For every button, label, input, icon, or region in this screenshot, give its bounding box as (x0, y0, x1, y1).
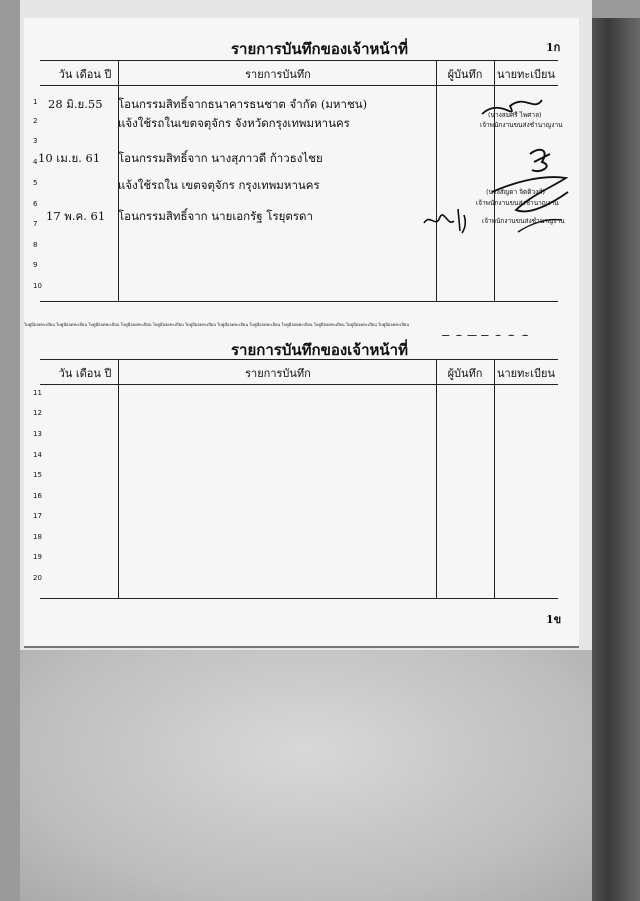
entry-text: แจ้งใช้รถในเขตจตุจักร จังหวัดกรุงเทพมหานคร (118, 116, 350, 130)
page-number-top: 1ก (546, 41, 561, 54)
official-stamp-name: (นางสมศรี ไพศาล) (488, 111, 542, 119)
row-number: 16 (33, 492, 42, 500)
official-stamp-title: เจ้าพนักงานขนส่งชำนาญงาน (476, 199, 559, 207)
row-number: 7 (33, 220, 38, 228)
row-number: 20 (33, 574, 42, 582)
row-number: 9 (33, 261, 38, 269)
row-number: 1 (33, 98, 38, 106)
row-number: 6 (33, 200, 38, 208)
row-number: 12 (33, 409, 42, 417)
row-number: 10 (33, 282, 42, 290)
header-registrar: นายทะเบียน (496, 68, 555, 81)
official-stamp-title: เจ้าพนักงานขนส่งชำนาญงาน (482, 217, 565, 225)
official-stamp-name: (นางสัญดา จิตติวงศ์) (486, 188, 545, 196)
perforation-strip: ใบคู่มือจดทะเบียน ใบคู่มือจดทะเบียน ใบคู่มือจดทะเบียน ใบคู่มือจดทะเบียน ใบคู่มือจดทะเบียน ใบคู่มือจดทะเบียน ใบคู่มือจดทะเบียน ใบคู่มือจดทะเบียน ใบคู่มือจดทะเบียน ใบคู่มือจดทะเบียน ใบคู่มือจดทะเบียน ใบคู่มือจดทะเบียน (24, 322, 410, 327)
entry-date: 10 เม.ย. 61 (38, 151, 101, 165)
column-divider (436, 360, 437, 598)
header-registrar: นายทะเบียน (496, 367, 555, 380)
entry-date: 17 พ.ค. 61 (46, 209, 106, 223)
record-table-bottom (40, 359, 558, 599)
header-record: รายการบันทึก (245, 367, 311, 380)
row-number: 11 (33, 389, 42, 397)
row-number: 3 (33, 137, 38, 145)
blank-page-area (20, 650, 592, 901)
page-number-bottom: 1ข (546, 613, 562, 626)
column-divider (118, 360, 119, 598)
row-number: 13 (33, 430, 42, 438)
row-number: 14 (33, 451, 42, 459)
row-number: 17 (33, 512, 42, 520)
row-number: 4 (33, 158, 38, 166)
row-number: 18 (33, 533, 42, 541)
column-divider (436, 61, 437, 301)
official-stamp-title: เจ้าพนักงานขนส่งชำนาญงาน (480, 121, 563, 129)
row-number: 19 (33, 553, 42, 561)
row-number: 8 (33, 241, 38, 249)
header-record: รายการบันทึก (245, 68, 311, 81)
entry-text: โอนกรรมสิทธิ์จาก นายเอกรัฐ โรยุตรดา (118, 209, 313, 223)
entry-text: โอนกรรมสิทธิ์จากธนาคารธนชาต จำกัด (มหาชน) (118, 97, 368, 111)
row-number: 2 (33, 117, 38, 125)
row-number: 15 (33, 471, 42, 479)
row-number: 5 (33, 179, 38, 187)
header-date: วัน เดือน ปี (58, 367, 112, 380)
header-date: วัน เดือน ปี (58, 68, 112, 81)
handwritten-signature (420, 205, 470, 235)
entry-date: 28 มิ.ย.55 (48, 97, 103, 111)
column-divider (494, 360, 495, 598)
section-title-bottom: รายการบันทึกของเจ้าหน้าที่ (231, 341, 408, 359)
scan-shadow (586, 18, 640, 901)
header-recorder: ผู้บันทึก (447, 68, 483, 81)
section-title-top: รายการบันทึกของเจ้าหน้าที่ (231, 40, 408, 58)
entry-text: แจ้งใช้รถใน เขตจตุจักร กรุงเทพมหานคร (118, 178, 320, 192)
entry-text: โอนกรรมสิทธิ์จาก นางสุภาวดี ก้าวธงไชย (118, 151, 323, 165)
header-recorder: ผู้บันทึก (447, 367, 483, 380)
